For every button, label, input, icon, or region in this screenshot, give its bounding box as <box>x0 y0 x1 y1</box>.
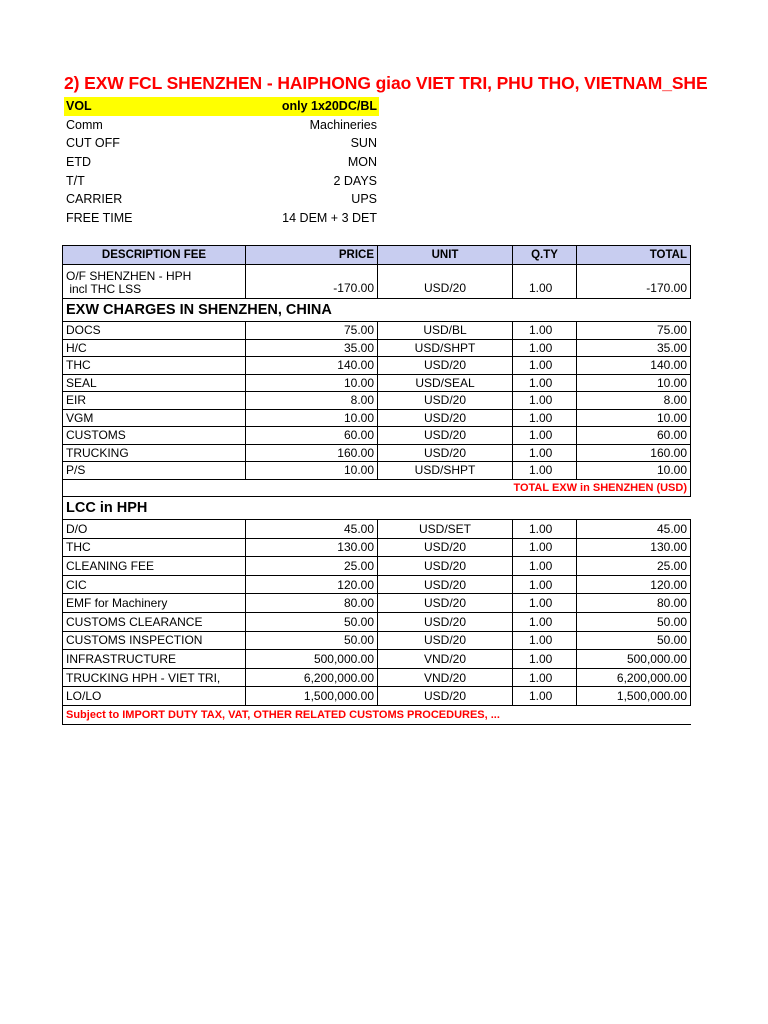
info-row-cutoff <box>64 134 379 153</box>
fee-total: -170.00 <box>577 265 691 299</box>
fee-unit: USD/20 <box>378 557 513 576</box>
fee-total: 80.00 <box>577 594 691 613</box>
fee-desc: VGM <box>63 409 246 427</box>
fee-total: 50.00 <box>577 631 691 650</box>
fee-desc: EMF for Machinery <box>63 594 246 613</box>
info-value: only 1x20DC/BL <box>195 97 379 116</box>
fee-unit: VND/20 <box>378 650 513 669</box>
fee-unit: USD/20 <box>378 538 513 557</box>
info-label: FREE TIME <box>66 210 133 225</box>
info-row-etd <box>64 153 379 172</box>
fee-qty: 1.00 <box>513 322 577 340</box>
table-row <box>63 612 691 631</box>
fee-desc: P/S <box>63 462 246 480</box>
ocean-freight-row <box>63 265 691 299</box>
fee-unit: USD/20 <box>378 444 513 462</box>
fee-price: 500,000.00 <box>246 650 378 669</box>
fee-total: 500,000.00 <box>577 650 691 669</box>
section-header-lcc <box>63 497 691 520</box>
fee-unit: USD/SEAL <box>378 374 513 392</box>
fee-qty: 1.00 <box>513 427 577 445</box>
fee-qty: 1.00 <box>513 374 577 392</box>
fee-qty: 1.00 <box>513 538 577 557</box>
disclaimer-note: Subject to IMPORT DUTY TAX, VAT, OTHER RELATED CUSTOMS PROCEDURES, ... <box>63 705 691 724</box>
fee-total: 60.00 <box>577 427 691 445</box>
fee-qty: 1.00 <box>513 357 577 375</box>
fee-total: 6,200,000.00 <box>577 668 691 687</box>
info-value: Machineries <box>309 117 377 132</box>
info-row-tt <box>64 171 379 190</box>
fee-qty: 1.00 <box>513 594 577 613</box>
fee-total: 45.00 <box>577 520 691 539</box>
fee-total: 1,500,000.00 <box>577 687 691 706</box>
fee-price: 6,200,000.00 <box>246 668 378 687</box>
info-label: ETD <box>66 155 91 170</box>
fee-total: 130.00 <box>577 538 691 557</box>
fee-qty: 1.00 <box>513 612 577 631</box>
fee-total: 25.00 <box>577 557 691 576</box>
fee-unit: USD/20 <box>378 392 513 410</box>
header-price: PRICE <box>246 246 378 265</box>
info-row-vol <box>64 97 379 116</box>
fee-unit: USD/20 <box>378 265 513 299</box>
info-value: 2 DAYS <box>333 173 377 188</box>
header-qty: Q.TY <box>513 246 577 265</box>
fee-desc: CUSTOMS CLEARANCE <box>63 612 246 631</box>
fee-price: 1,500,000.00 <box>246 687 378 706</box>
fee-price: 140.00 <box>246 357 378 375</box>
fee-total: 10.00 <box>577 462 691 480</box>
fee-unit: USD/20 <box>378 427 513 445</box>
table-row <box>63 631 691 650</box>
fee-qty: 1.00 <box>513 687 577 706</box>
fee-unit: USD/20 <box>378 357 513 375</box>
fee-price: 8.00 <box>246 392 378 410</box>
fee-price: 160.00 <box>246 444 378 462</box>
note-row <box>63 705 691 724</box>
fee-unit: USD/20 <box>378 612 513 631</box>
fee-unit: USD/SHPT <box>378 462 513 480</box>
table-row <box>63 520 691 539</box>
fee-total: 140.00 <box>577 357 691 375</box>
header-total: TOTAL <box>577 246 691 265</box>
fee-price: 10.00 <box>246 409 378 427</box>
fee-unit: USD/SET <box>378 520 513 539</box>
fee-qty: 1.00 <box>513 444 577 462</box>
spacer <box>63 479 246 497</box>
fee-qty: 1.00 <box>513 265 577 299</box>
fee-price: 130.00 <box>246 538 378 557</box>
info-label: VOL <box>64 97 195 116</box>
fee-total: 8.00 <box>577 392 691 410</box>
fee-desc: THC <box>63 538 246 557</box>
fee-price: 10.00 <box>246 462 378 480</box>
fee-total: 160.00 <box>577 444 691 462</box>
fee-desc: CLEANING FEE <box>63 557 246 576</box>
fee-price: 60.00 <box>246 427 378 445</box>
fee-desc: H/C <box>63 339 246 357</box>
fee-price: 75.00 <box>246 322 378 340</box>
table-row <box>63 594 691 613</box>
fee-unit: USD/SHPT <box>378 339 513 357</box>
header-description: DESCRIPTION FEE <box>63 246 246 265</box>
table-row <box>63 409 691 427</box>
fee-qty: 1.00 <box>513 392 577 410</box>
fee-qty: 1.00 <box>513 520 577 539</box>
table-row <box>63 322 691 340</box>
table-row <box>63 668 691 687</box>
fee-desc: CUSTOMS <box>63 427 246 445</box>
table-row <box>63 374 691 392</box>
info-row-comm <box>64 116 379 135</box>
info-value: SUN <box>350 136 377 151</box>
info-row-freetime <box>64 209 379 228</box>
table-row <box>63 557 691 576</box>
fee-price: 120.00 <box>246 575 378 594</box>
lcc-rows <box>63 520 691 706</box>
info-label: Comm <box>66 117 103 132</box>
fee-unit: USD/20 <box>378 631 513 650</box>
fee-price: 50.00 <box>246 612 378 631</box>
fee-price: 35.00 <box>246 339 378 357</box>
fee-desc: D/O <box>63 520 246 539</box>
info-label: CUT OFF <box>66 136 120 151</box>
table-row <box>63 392 691 410</box>
header-unit: UNIT <box>378 246 513 265</box>
fee-unit: USD/20 <box>378 575 513 594</box>
fee-total: 10.00 <box>577 409 691 427</box>
info-value: MON <box>347 155 377 170</box>
fee-total: 35.00 <box>577 339 691 357</box>
fee-unit: USD/BL <box>378 322 513 340</box>
info-label: CARRIER <box>66 192 123 207</box>
fee-desc: INFRASTRUCTURE <box>63 650 246 669</box>
fee-unit: VND/20 <box>378 668 513 687</box>
section-title: LCC in HPH <box>63 497 691 520</box>
info-value: 14 DEM + 3 DET <box>282 210 377 225</box>
fee-desc: DOCS <box>63 322 246 340</box>
table-row <box>63 339 691 357</box>
fee-qty: 1.00 <box>513 409 577 427</box>
shipment-info-table <box>64 97 379 227</box>
fee-total: 120.00 <box>577 575 691 594</box>
table-row <box>63 687 691 706</box>
fee-header-row <box>63 246 691 265</box>
fee-desc-line2: incl THC LSS <box>66 282 142 296</box>
fee-price: 10.00 <box>246 374 378 392</box>
fee-total: 75.00 <box>577 322 691 340</box>
info-row-carrier <box>64 190 379 209</box>
fee-desc: TRUCKING <box>63 444 246 462</box>
fee-desc: CIC <box>63 575 246 594</box>
fee-price: -170.00 <box>246 265 378 299</box>
fee-qty: 1.00 <box>513 650 577 669</box>
fee-desc: SEAL <box>63 374 246 392</box>
fee-desc <box>63 265 246 299</box>
fee-total: 10.00 <box>577 374 691 392</box>
fee-desc: TRUCKING HPH - VIET TRI, <box>63 668 246 687</box>
fee-total: 50.00 <box>577 612 691 631</box>
fee-price: 50.00 <box>246 631 378 650</box>
fee-desc: LO/LO <box>63 687 246 706</box>
table-row <box>63 427 691 445</box>
fee-desc: EIR <box>63 392 246 410</box>
fee-desc: THC <box>63 357 246 375</box>
fee-qty: 1.00 <box>513 557 577 576</box>
table-row <box>63 357 691 375</box>
info-label: T/T <box>66 173 85 188</box>
fee-qty: 1.00 <box>513 631 577 650</box>
section-title: EXW CHARGES IN SHENZHEN, CHINA <box>63 299 691 322</box>
fee-qty: 1.00 <box>513 668 577 687</box>
table-row <box>63 650 691 669</box>
fee-unit: USD/20 <box>378 687 513 706</box>
fee-price: 25.00 <box>246 557 378 576</box>
fee-qty: 1.00 <box>513 462 577 480</box>
fee-unit: USD/20 <box>378 594 513 613</box>
table-row <box>63 575 691 594</box>
fee-table <box>62 245 691 725</box>
fee-qty: 1.00 <box>513 339 577 357</box>
info-value: UPS <box>351 192 377 207</box>
fee-price: 45.00 <box>246 520 378 539</box>
fee-qty: 1.00 <box>513 575 577 594</box>
table-row <box>63 462 691 480</box>
exw-rows <box>63 322 691 480</box>
section-header-exw <box>63 299 691 322</box>
fee-desc: CUSTOMS INSPECTION <box>63 631 246 650</box>
page-title: 2) EXW FCL SHENZHEN - HAIPHONG giao VIET TRI, PHU THO, VIETNAM_SHE <box>64 73 708 93</box>
table-row <box>63 444 691 462</box>
fee-price: 80.00 <box>246 594 378 613</box>
fee-unit: USD/20 <box>378 409 513 427</box>
table-row <box>63 538 691 557</box>
fee-desc-line1: O/F SHENZHEN - HPH <box>66 269 192 283</box>
exw-total-label: TOTAL EXW in SHENZHEN (USD) <box>246 479 691 497</box>
exw-total-row <box>63 479 691 497</box>
